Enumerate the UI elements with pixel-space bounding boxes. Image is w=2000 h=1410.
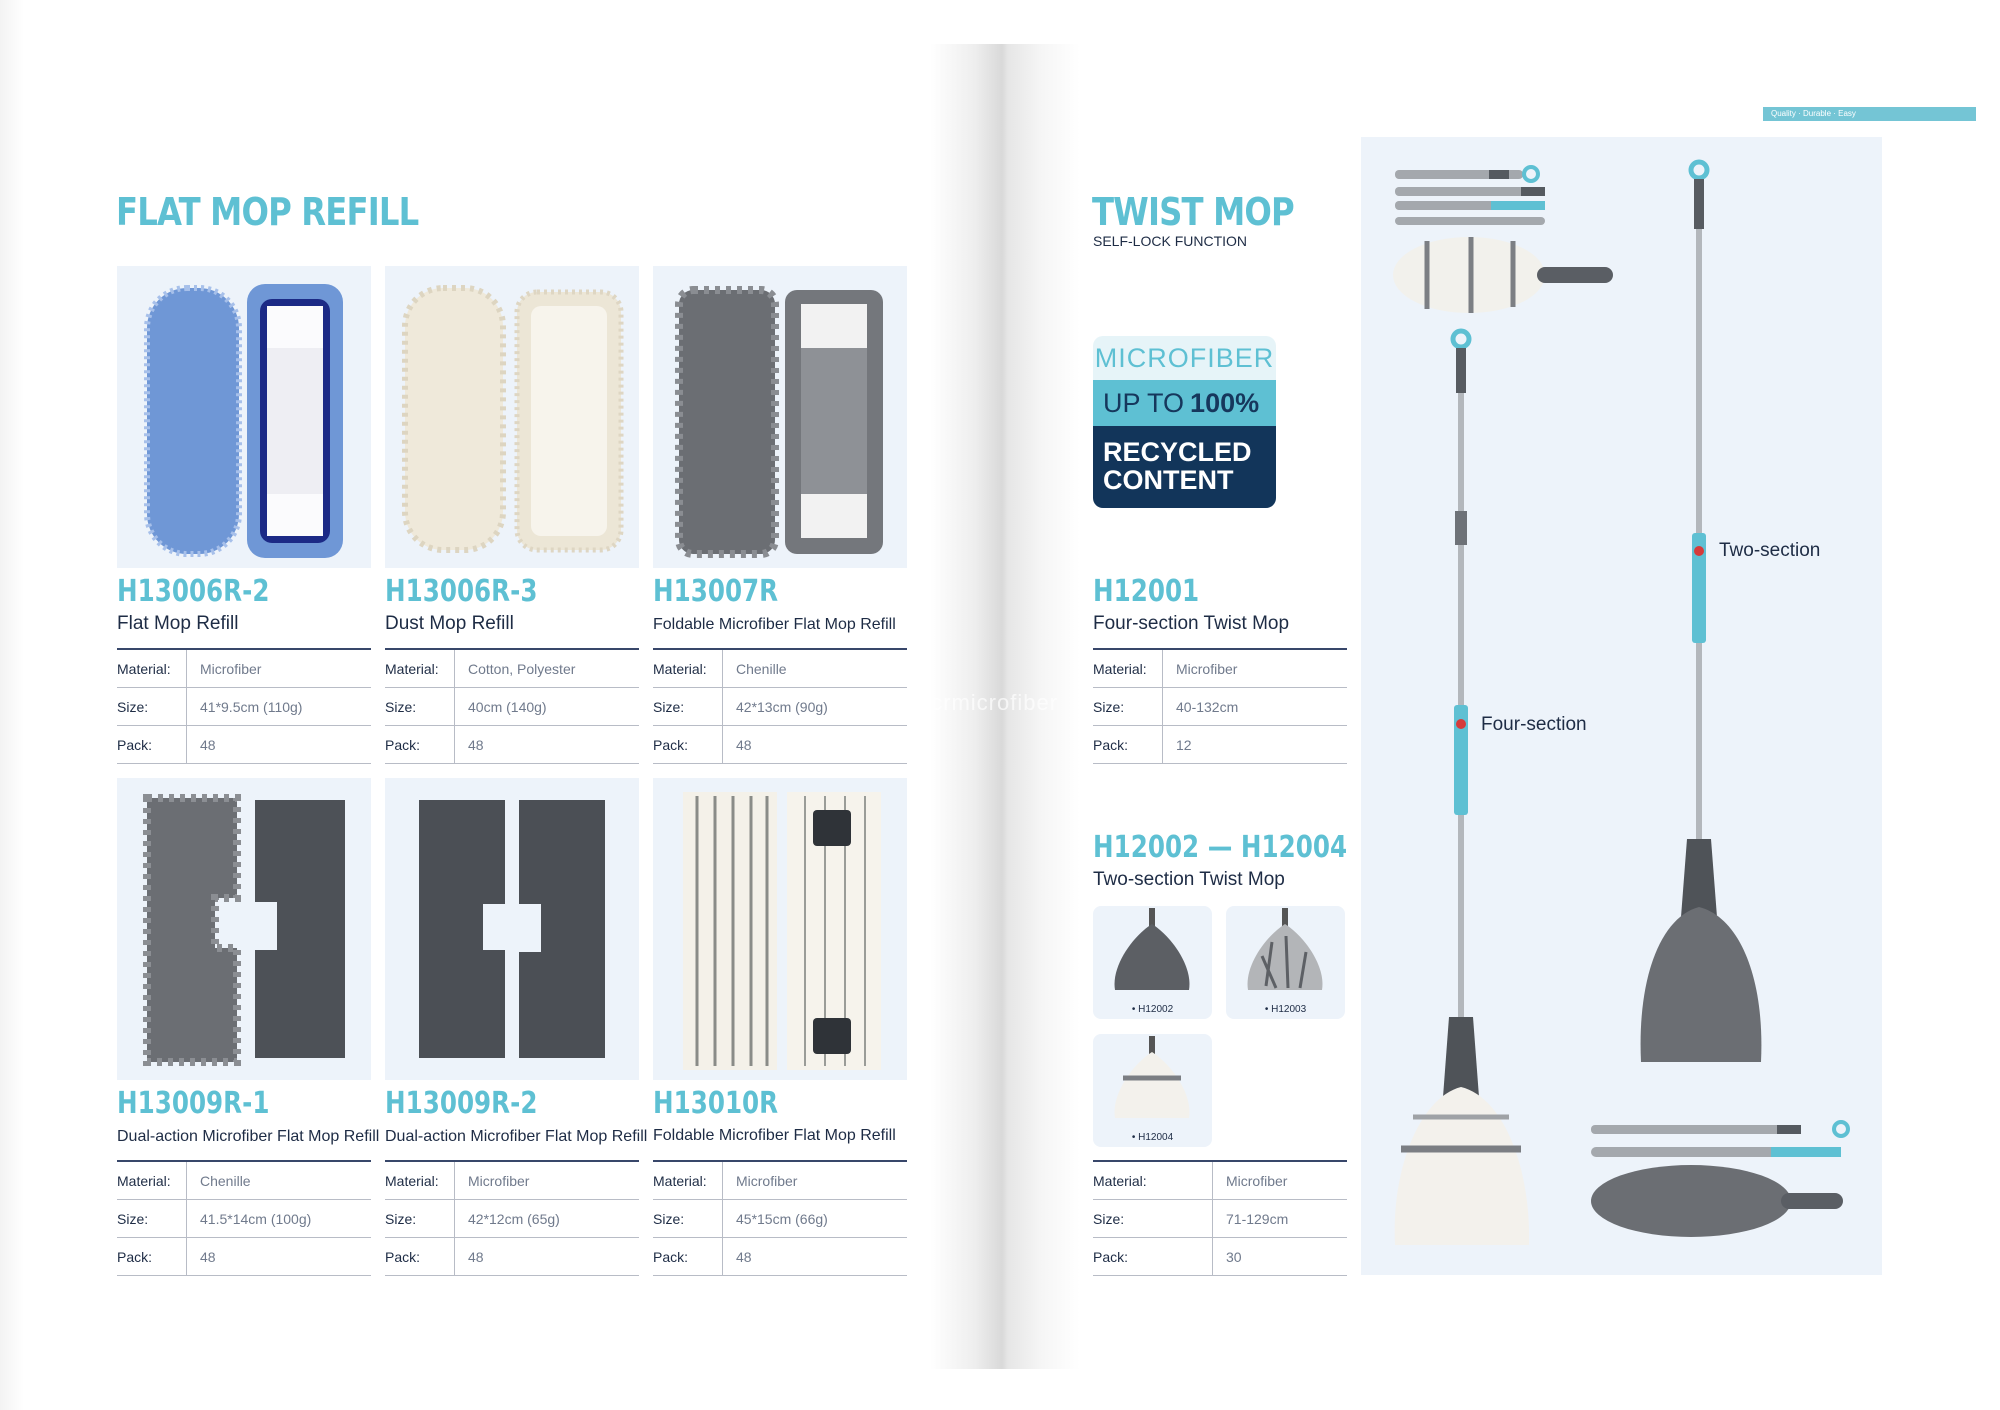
spec-label: Pack:	[1093, 1238, 1213, 1275]
spec-label: Material:	[1093, 1162, 1213, 1199]
product-code: H13006R-2	[117, 574, 270, 609]
spec-label: Pack:	[1093, 726, 1163, 763]
spec-value: 42*12cm (65g)	[468, 1210, 560, 1227]
spec-value: 48	[468, 1248, 484, 1265]
spec-table	[117, 648, 371, 764]
spec-row-pack	[653, 726, 907, 764]
spec-label: Pack:	[117, 1238, 187, 1275]
spec-row-material	[117, 650, 371, 688]
badge-content-text: CONTENT	[1103, 465, 1234, 495]
spec-label: Size:	[1093, 1200, 1213, 1237]
spec-value: 48	[200, 1248, 216, 1265]
spec-value: 71-129cm	[1226, 1210, 1289, 1227]
spec-row-pack	[385, 1238, 639, 1276]
spec-value: Microfiber	[1226, 1172, 1288, 1189]
variant-label: • H12004	[1131, 1132, 1174, 1143]
spec-value: 40cm (140g)	[468, 698, 547, 715]
spec-value: 12	[1176, 736, 1192, 753]
spec-row-size	[1093, 688, 1347, 726]
spec-label: Pack:	[385, 726, 455, 763]
product-code: H13006R-3	[385, 574, 538, 609]
spec-row-size	[385, 688, 639, 726]
spec-row-material	[653, 650, 907, 688]
disassembled-four-section-mop	[1393, 167, 1613, 313]
spec-row-size	[653, 688, 907, 726]
spec-row-pack	[385, 726, 639, 764]
spec-label: Size:	[117, 688, 187, 725]
watermark-text: cnicrmicrofiber	[900, 690, 1059, 715]
twist-mop-showcase	[1361, 137, 1882, 1275]
spec-label: Material:	[117, 1162, 187, 1199]
right-page-subtitle: SELF-LOCK FUNCTION	[1093, 233, 1248, 249]
right-page-title: TWIST MOP	[1092, 190, 1294, 234]
product-name: Dual-action Microfiber Flat Mop Refill	[385, 1128, 648, 1145]
variant-label: • H12003	[1264, 1004, 1307, 1015]
product-code: H12002 — H12004	[1093, 830, 1348, 865]
product-name: Two-section Twist Mop	[1093, 869, 1285, 890]
spec-value: 41.5*14cm (100g)	[200, 1210, 312, 1227]
spec-value: Microfiber	[1176, 660, 1238, 677]
product-name: Four-section Twist Mop	[1093, 613, 1290, 634]
spec-value: 41*9.5cm (110g)	[200, 698, 303, 715]
spec-label: Size:	[385, 1200, 455, 1237]
spec-row-size	[385, 1200, 639, 1238]
spec-value: Chenille	[736, 660, 787, 677]
spec-row-size	[117, 688, 371, 726]
product-code: H13009R-1	[117, 1086, 270, 1121]
spec-label: Pack:	[653, 726, 723, 763]
spec-table	[385, 648, 639, 764]
spec-label: Size:	[385, 688, 455, 725]
product-code: H13010R	[653, 1086, 779, 1121]
product-name: Foldable Microfiber Flat Mop Refill	[653, 1127, 896, 1144]
spec-label: Material:	[653, 650, 723, 687]
spec-row-pack	[117, 1238, 371, 1276]
spec-value: 48	[736, 736, 752, 753]
spec-label: Size:	[117, 1200, 187, 1237]
badge-recycled-text: RECYCLED	[1103, 437, 1252, 467]
product-code: H13009R-2	[385, 1086, 538, 1121]
variant-thumb-h12003	[1226, 906, 1345, 1019]
spec-table	[117, 1160, 371, 1276]
spec-label: Material:	[385, 650, 455, 687]
left-page-title: FLAT MOP REFILL	[116, 190, 419, 234]
spec-label: Size:	[653, 688, 723, 725]
badge-line-microfiber: MICROFIBER	[1093, 336, 1276, 380]
spec-row-pack	[1093, 726, 1347, 764]
spec-row-pack	[117, 726, 371, 764]
spec-label: Pack:	[117, 726, 187, 763]
product-code: H12001	[1093, 574, 1200, 609]
product-photo-blue-flat-mop	[117, 266, 371, 568]
four-section-mop	[1395, 331, 1529, 1245]
recycled-content-badge	[1093, 336, 1276, 508]
spec-table	[385, 1160, 639, 1276]
spec-row-material	[1093, 650, 1347, 688]
spec-table	[653, 1160, 907, 1276]
spec-value: 48	[200, 736, 216, 753]
two-section-mop	[1641, 162, 1762, 1062]
product-name: Flat Mop Refill	[117, 613, 239, 634]
badge-line-recycled	[1093, 426, 1276, 508]
product-photo-dual-action-chenille	[117, 778, 371, 1080]
spec-value: 40-132cm	[1176, 698, 1239, 715]
product-photo-striped-flat-mop	[653, 778, 907, 1080]
spec-row-material	[1093, 1162, 1347, 1200]
disassembled-two-section-mop	[1591, 1122, 1848, 1237]
spec-row-material	[653, 1162, 907, 1200]
spec-value: 30	[1226, 1248, 1242, 1265]
spec-value: Microfiber	[468, 1172, 530, 1189]
badge-line-up-to	[1093, 380, 1276, 426]
spec-value: Chenille	[200, 1172, 251, 1189]
product-photo-white-dust-mop	[385, 266, 639, 568]
spec-row-size	[653, 1200, 907, 1238]
spec-row-pack	[1093, 1238, 1347, 1276]
page-edge-left	[0, 0, 24, 1410]
spec-label: Pack:	[385, 1238, 455, 1275]
spec-value: 48	[468, 736, 484, 753]
product-photo-grey-chenille-mop	[653, 266, 907, 568]
variant-thumb-h12002	[1093, 906, 1212, 1019]
spec-row-size	[117, 1200, 371, 1238]
badge-percent: 100%	[1190, 387, 1260, 418]
callout-two-section: Two-section	[1719, 540, 1821, 561]
tagline-strip: Quality · Durable · Easy	[1763, 107, 1976, 121]
product-photo-dual-action-microfiber	[385, 778, 639, 1080]
spec-label: Size:	[1093, 688, 1163, 725]
spec-label: Size:	[653, 1200, 723, 1237]
spec-table	[1093, 648, 1347, 764]
product-name: Dust Mop Refill	[385, 613, 514, 634]
spec-value: 42*13cm (90g)	[736, 698, 828, 715]
spec-label: Material:	[385, 1162, 455, 1199]
spec-value: 48	[736, 1248, 752, 1265]
spec-label: Material:	[117, 650, 187, 687]
spec-table	[1093, 1160, 1347, 1276]
spec-label: Pack:	[653, 1238, 723, 1275]
spec-label: Material:	[1093, 650, 1163, 687]
callout-four-section: Four-section	[1481, 714, 1587, 735]
spec-value: Microfiber	[200, 660, 262, 677]
spec-row-pack	[653, 1238, 907, 1276]
product-name: Foldable Microfiber Flat Mop Refill	[653, 616, 896, 633]
product-code: H13007R	[653, 574, 779, 609]
spec-row-material	[117, 1162, 371, 1200]
spec-row-material	[385, 650, 639, 688]
spec-row-material	[385, 1162, 639, 1200]
spec-value: Microfiber	[736, 1172, 798, 1189]
spec-value: Cotton, Polyester	[468, 660, 576, 677]
badge-up-to-text: UP TO	[1103, 387, 1185, 418]
spec-label: Material:	[653, 1162, 723, 1199]
variant-thumb-h12004	[1093, 1034, 1212, 1147]
spec-value: 45*15cm (66g)	[736, 1210, 828, 1227]
spec-row-size	[1093, 1200, 1347, 1238]
spec-table	[653, 648, 907, 764]
product-name: Dual-action Microfiber Flat Mop Refill	[117, 1128, 380, 1145]
variant-label: • H12002	[1131, 1004, 1174, 1015]
